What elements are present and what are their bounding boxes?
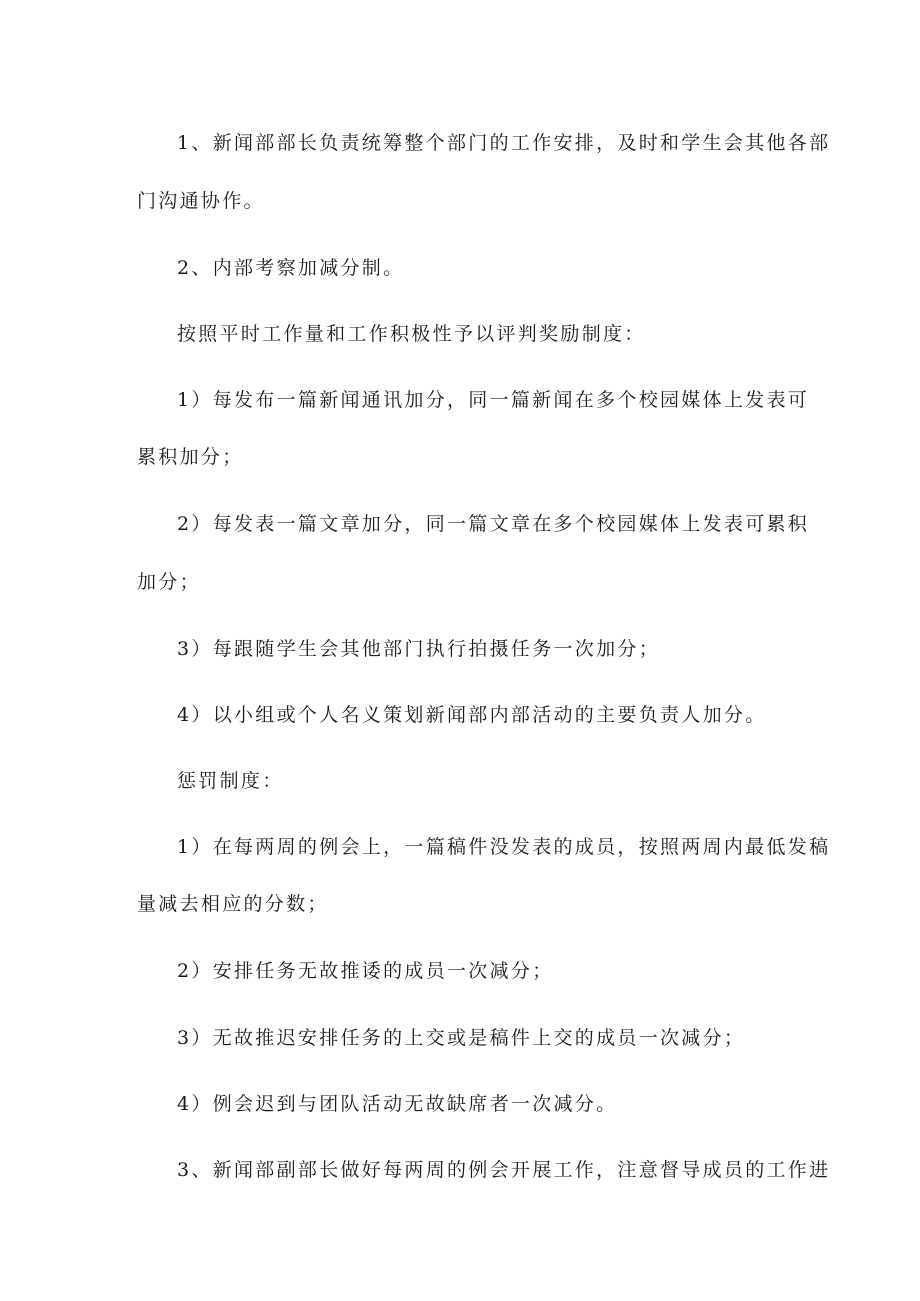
- reward-item-2-line-1: 2）每发表一篇文章加分，同一篇文章在多个校园媒体上发表可累积: [177, 513, 810, 535]
- reward-item-1-line-2: 累积加分；: [137, 446, 244, 468]
- penalty-item-4: 4）例会迟到与团队活动无故缺席者一次减分。: [177, 1093, 618, 1115]
- reward-item-4: 4）以小组或个人名义策划新闻部内部活动的主要负责人加分。: [177, 704, 767, 726]
- reward-item-1-line-1: 1）每发布一篇新闻通讯加分，同一篇新闻在多个校园媒体上发表可: [177, 389, 810, 411]
- reward-item-3: 3）每跟随学生会其他部门执行拍摄任务一次加分；: [177, 638, 660, 660]
- reward-item-2-line-2: 加分；: [137, 571, 201, 593]
- penalty-item-1-line-1: 1）在每两周的例会上，一篇稿件没发表的成员，按照两周内最低发稿: [177, 836, 831, 858]
- paragraph-2-heading: 2、内部考察加减分制。: [177, 257, 405, 279]
- penalty-item-2: 2）安排任务无故推诿的成员一次减分；: [177, 960, 554, 982]
- paragraph-1-line-2: 门沟通协作。: [137, 190, 265, 212]
- paragraph-3-line-1: 3、新闻部副部长做好每两周的例会开展工作，注意督导成员的工作进: [177, 1159, 831, 1181]
- reward-intro: 按照平时工作量和工作积极性予以评判奖励制度：: [177, 323, 646, 345]
- penalty-item-1-line-2: 量减去相应的分数；: [137, 893, 329, 915]
- penalty-item-3: 3）无故推迟安排任务的上交或是稿件上交的成员一次减分；: [177, 1027, 746, 1049]
- paragraph-1-line-1: 1、新闻部部长负责统筹整个部门的工作安排，及时和学生会其他各部: [177, 132, 831, 154]
- penalty-heading: 惩罚制度：: [177, 770, 284, 792]
